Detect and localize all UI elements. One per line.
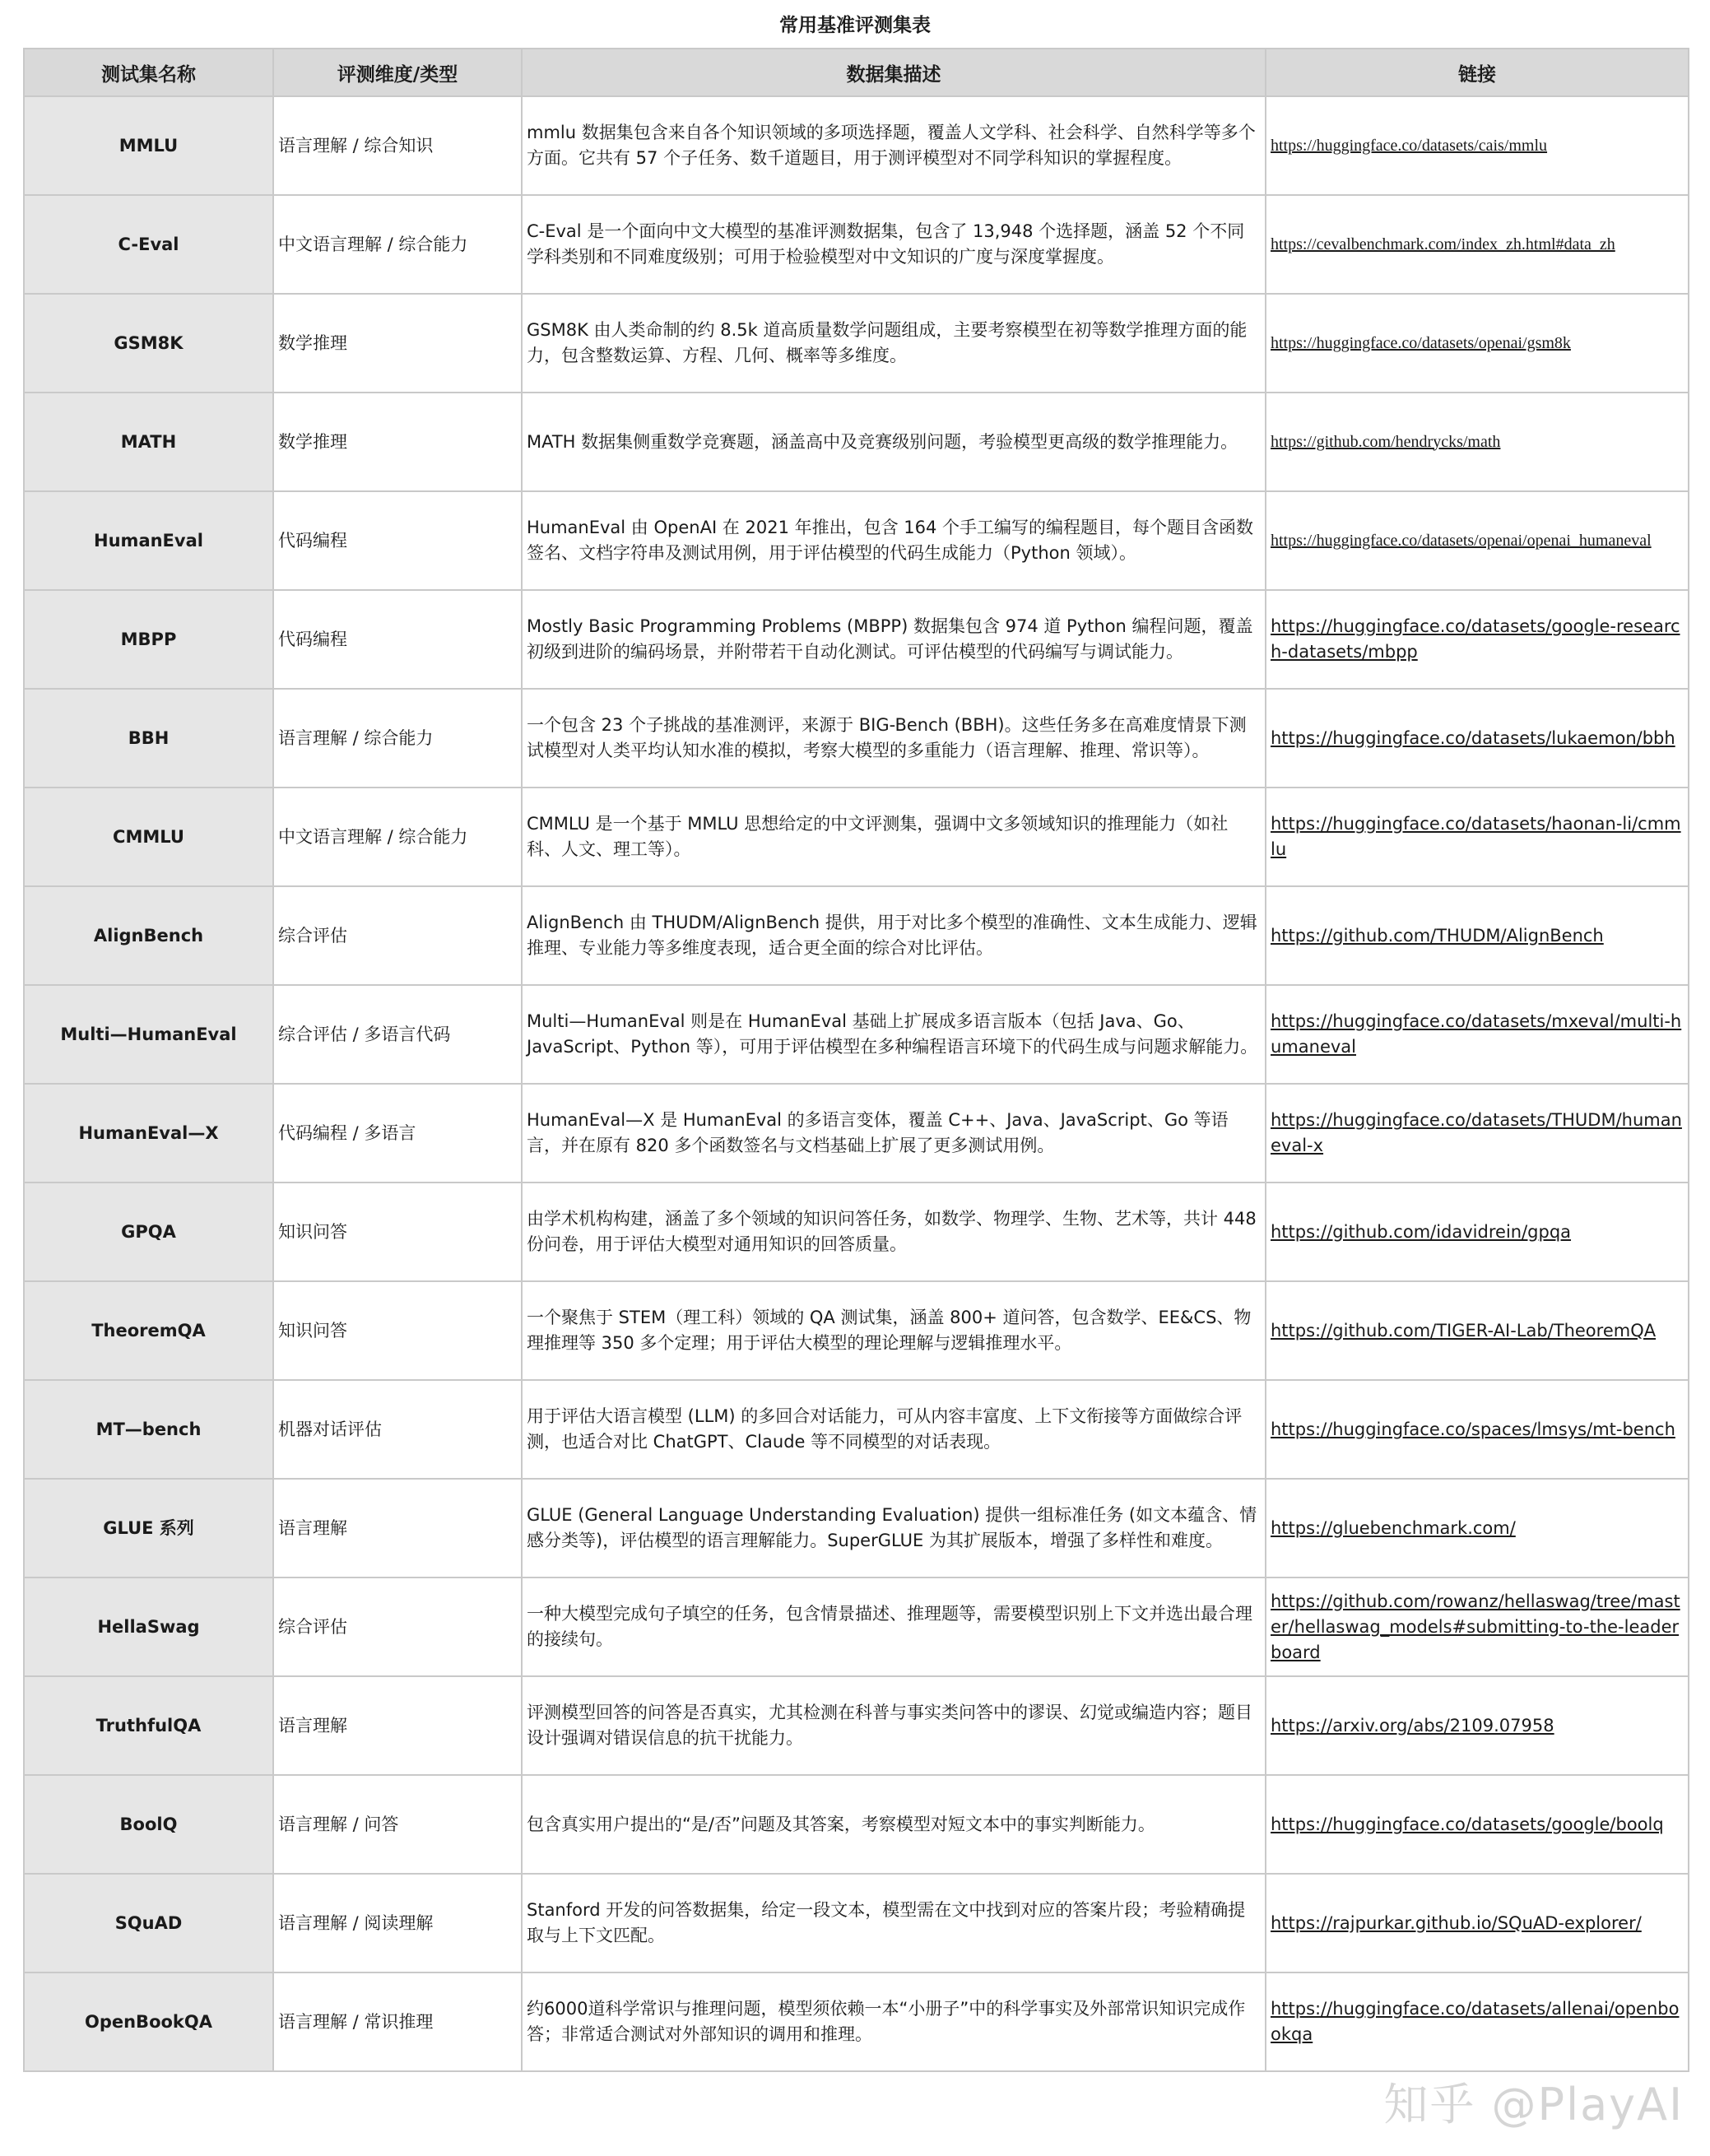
dataset-link[interactable]: https://cevalbenchmark.com/index_zh.html#data_zh [1271, 235, 1615, 253]
link-cell [1266, 1874, 1689, 1972]
table-row [24, 1972, 1689, 2071]
dataset-link[interactable]: https://gluebenchmark.com/ [1271, 1517, 1516, 1538]
link-cell [1266, 1084, 1689, 1183]
dataset-name-cell: TheoremQA [24, 1281, 273, 1380]
table-row [24, 590, 1689, 689]
dimension-cell: 中文语言理解 / 综合能力 [273, 788, 522, 886]
table-row [24, 294, 1689, 393]
link-cell [1266, 491, 1689, 590]
header-name: 测试集名称 [24, 49, 273, 96]
dimension-cell: 代码编程 [273, 491, 522, 590]
dataset-link[interactable]: https://huggingface.co/datasets/lukaemon/bbh [1271, 727, 1675, 748]
dataset-name-cell: MT—bench [24, 1380, 273, 1479]
description-cell: 一个包含 23 个子挑战的基准测评，来源于 BIG-Bench (BBH)。这些任务多在高难度情景下测试模型对人类平均认知水准的模拟，考察大模型的多重能力（语言理解、推理、常识等）。 [522, 689, 1266, 788]
link-cell [1266, 96, 1689, 195]
dataset-name-cell: TruthfulQA [24, 1676, 273, 1775]
dataset-link[interactable]: https://huggingface.co/datasets/mxeval/multi-humaneval [1271, 1011, 1682, 1057]
description-cell: HumanEval—X 是 HumanEval 的多语言变体，覆盖 C++、Java、JavaScript、Go 等语言，并在原有 820 多个函数签名与文档基础上扩展了更多测试用例。 [522, 1084, 1266, 1183]
dimension-cell: 语言理解 [273, 1676, 522, 1775]
description-cell: 由学术机构构建，涵盖了多个领域的知识问答任务，如数学、物理学、生物、艺术等，共计 448 份问卷，用于评估大模型对通用知识的回答质量。 [522, 1183, 1266, 1281]
dimension-cell: 语言理解 / 问答 [273, 1775, 522, 1874]
description-cell: AlignBench 由 THUDM/AlignBench 提供，用于对比多个模型的准确性、文本生成能力、逻辑推理、专业能力等多维度表现，适合更全面的综合对比评估。 [522, 886, 1266, 985]
link-cell [1266, 590, 1689, 689]
table-row [24, 195, 1689, 294]
header-row [24, 49, 1689, 96]
table-row [24, 96, 1689, 195]
table-row [24, 1479, 1689, 1578]
link-cell [1266, 393, 1689, 491]
table-body [24, 96, 1689, 2071]
dataset-name-cell: MBPP [24, 590, 273, 689]
dataset-name-cell: HumanEval—X [24, 1084, 273, 1183]
dataset-link[interactable]: https://rajpurkar.github.io/SQuAD-explorer/ [1271, 1912, 1642, 1933]
dataset-link[interactable]: https://github.com/rowanz/hellaswag/tree/master/hellaswag_models#submitting-to-the-leaderboard [1271, 1591, 1680, 1662]
link-cell [1266, 1479, 1689, 1578]
dimension-cell: 代码编程 [273, 590, 522, 689]
header-description: 数据集描述 [522, 49, 1266, 96]
dataset-name-cell: MATH [24, 393, 273, 491]
dataset-name-cell: HellaSwag [24, 1578, 273, 1676]
table-row [24, 1084, 1689, 1183]
table-row [24, 1281, 1689, 1380]
link-cell [1266, 1775, 1689, 1874]
table-row [24, 1380, 1689, 1479]
watermark: 知乎 @PlayAI [1383, 2079, 1684, 2130]
dimension-cell: 数学推理 [273, 393, 522, 491]
link-cell [1266, 1676, 1689, 1775]
dimension-cell: 综合评估 / 多语言代码 [273, 985, 522, 1084]
dataset-link[interactable]: https://github.com/hendrycks/math [1271, 432, 1501, 451]
dataset-link[interactable]: https://huggingface.co/spaces/lmsys/mt-bench [1271, 1419, 1675, 1439]
dataset-name-cell: BBH [24, 689, 273, 788]
description-cell: 评测模型回答的问答是否真实，尤其检测在科普与事实类问答中的谬误、幻觉或编造内容；题目设计强调对错误信息的抗干扰能力。 [522, 1676, 1266, 1775]
table-row [24, 1183, 1689, 1281]
dataset-link[interactable]: https://huggingface.co/datasets/haonan-li/cmmlu [1271, 814, 1681, 859]
dimension-cell: 语言理解 / 常识推理 [273, 1972, 522, 2071]
table-row [24, 393, 1689, 491]
header-dimension: 评测维度/类型 [273, 49, 522, 96]
dataset-link[interactable]: https://huggingface.co/datasets/openai/openai_humaneval [1271, 531, 1652, 550]
benchmark-table [23, 48, 1689, 2072]
dataset-name-cell: SQuAD [24, 1874, 273, 1972]
link-cell [1266, 689, 1689, 788]
dataset-name-cell: HumanEval [24, 491, 273, 590]
dataset-link[interactable]: https://huggingface.co/datasets/google-research-datasets/mbpp [1271, 616, 1680, 662]
header-link: 链接 [1266, 49, 1689, 96]
dimension-cell: 综合评估 [273, 886, 522, 985]
dimension-cell: 机器对话评估 [273, 1380, 522, 1479]
description-cell: 包含真实用户提出的“是/否”问题及其答案，考察模型对短文本中的事实判断能力。 [522, 1775, 1266, 1874]
dimension-cell: 代码编程 / 多语言 [273, 1084, 522, 1183]
description-cell: Stanford 开发的问答数据集，给定一段文本，模型需在文中找到对应的答案片段；考验精确提取与上下文匹配。 [522, 1874, 1266, 1972]
dataset-link[interactable]: https://huggingface.co/datasets/google/boolq [1271, 1814, 1664, 1834]
description-cell: CMMLU 是一个基于 MMLU 思想给定的中文评测集，强调中文多领域知识的推理能力（如社科、人文、理工等）。 [522, 788, 1266, 886]
link-cell [1266, 1578, 1689, 1676]
dataset-name-cell: GPQA [24, 1183, 273, 1281]
dataset-name-cell: Multi—HumanEval [24, 985, 273, 1084]
description-cell: 一种大模型完成句子填空的任务，包含情景描述、推理题等，需要模型识别上下文并选出最合理的接续句。 [522, 1578, 1266, 1676]
dimension-cell: 语言理解 [273, 1479, 522, 1578]
link-cell [1266, 985, 1689, 1084]
dataset-name-cell: C-Eval [24, 195, 273, 294]
table-row [24, 491, 1689, 590]
dataset-link[interactable]: https://huggingface.co/datasets/openai/gsm8k [1271, 333, 1571, 352]
link-cell [1266, 1972, 1689, 2071]
dataset-link[interactable]: https://arxiv.org/abs/2109.07958 [1271, 1715, 1554, 1735]
description-cell: GLUE (General Language Understanding Evaluation) 提供一组标准任务 (如文本蕴含、情感分类等)，评估模型的语言理解能力。SuperGLUE 为其扩展版本，增强了多样性和难度。 [522, 1479, 1266, 1578]
dataset-name-cell: OpenBookQA [24, 1972, 273, 2071]
table-row [24, 886, 1689, 985]
table-row [24, 1874, 1689, 1972]
dataset-link[interactable]: https://github.com/idavidrein/gpqa [1271, 1221, 1572, 1242]
dataset-name-cell: MMLU [24, 96, 273, 195]
dataset-link[interactable]: https://github.com/TIGER-AI-Lab/TheoremQA [1271, 1320, 1657, 1341]
dataset-link[interactable]: https://huggingface.co/datasets/allenai/openbookqa [1271, 1999, 1680, 2044]
dataset-name-cell: CMMLU [24, 788, 273, 886]
table-row [24, 1578, 1689, 1676]
link-cell [1266, 886, 1689, 985]
description-cell: 约6000道科学常识与推理问题，模型须依赖一本“小册子”中的科学事实及外部常识知识完成作答；非常适合测试对外部知识的调用和推理。 [522, 1972, 1266, 2071]
link-cell [1266, 294, 1689, 393]
dataset-link[interactable]: https://huggingface.co/datasets/cais/mmlu [1271, 136, 1548, 155]
table-row [24, 1676, 1689, 1775]
link-cell [1266, 1281, 1689, 1380]
description-cell: Multi—HumanEval 则是在 HumanEval 基础上扩展成多语言版本（包括 Java、Go、JavaScript、Python 等），可用于评估模型在多种编程语言环境下的代码生成与问题求解能力。 [522, 985, 1266, 1084]
description-cell: MATH 数据集侧重数学竞赛题，涵盖高中及竞赛级别问题，考验模型更高级的数学推理能力。 [522, 393, 1266, 491]
description-cell: 一个聚焦于 STEM（理工科）领域的 QA 测试集，涵盖 800+ 道问答，包含数学、EE&CS、物理推理等 350 多个定理；用于评估大模型的理论理解与逻辑推理水平。 [522, 1281, 1266, 1380]
table-row [24, 788, 1689, 886]
dataset-link[interactable]: https://github.com/THUDM/AlignBench [1271, 925, 1604, 946]
dimension-cell: 知识问答 [273, 1183, 522, 1281]
link-cell [1266, 788, 1689, 886]
link-cell [1266, 1380, 1689, 1479]
dimension-cell: 综合评估 [273, 1578, 522, 1676]
dimension-cell: 中文语言理解 / 综合能力 [273, 195, 522, 294]
page-title: 常用基准评测集表 [779, 15, 931, 36]
dataset-name-cell: GLUE 系列 [24, 1479, 273, 1578]
link-cell [1266, 195, 1689, 294]
description-cell: mmlu 数据集包含来自各个知识领域的多项选择题，覆盖人文学科、社会科学、自然科学等多个方面。它共有 57 个子任务、数千道题目，用于测评模型对不同学科知识的掌握程度。 [522, 96, 1266, 195]
dataset-name-cell: GSM8K [24, 294, 273, 393]
description-cell: 用于评估大语言模型 (LLM) 的多回合对话能力，可从内容丰富度、上下文衔接等方面做综合评测，也适合对比 ChatGPT、Claude 等不同模型的对话表现。 [522, 1380, 1266, 1479]
dataset-link[interactable]: https://huggingface.co/datasets/THUDM/humaneval-x [1271, 1110, 1682, 1155]
dataset-name-cell: AlignBench [24, 886, 273, 985]
dimension-cell: 语言理解 / 综合能力 [273, 689, 522, 788]
description-cell: Mostly Basic Programming Problems (MBPP) 数据集包含 974 道 Python 编程问题，覆盖初级到进阶的编码场景，并附带若干自动化测试。可评估模型的代码编写与调试能力。 [522, 590, 1266, 689]
description-cell: HumanEval 由 OpenAI 在 2021 年推出，包含 164 个手工编写的编程题目，每个题目含函数签名、文档字符串及测试用例，用于评估模型的代码生成能力（Python 领域）。 [522, 491, 1266, 590]
table-row [24, 689, 1689, 788]
dimension-cell: 语言理解 / 阅读理解 [273, 1874, 522, 1972]
dimension-cell: 知识问答 [273, 1281, 522, 1380]
dataset-name-cell: BoolQ [24, 1775, 273, 1874]
description-cell: C-Eval 是一个面向中文大模型的基准评测数据集，包含了 13,948 个选择题，涵盖 52 个不同学科类别和不同难度级别；可用于检验模型对中文知识的广度与深度掌握度。 [522, 195, 1266, 294]
dimension-cell: 数学推理 [273, 294, 522, 393]
description-cell: GSM8K 由人类命制的约 8.5k 道高质量数学问题组成，主要考察模型在初等数学推理方面的能力，包含整数运算、方程、几何、概率等多维度。 [522, 294, 1266, 393]
table-row [24, 1775, 1689, 1874]
dimension-cell: 语言理解 / 综合知识 [273, 96, 522, 195]
table-row [24, 985, 1689, 1084]
link-cell [1266, 1183, 1689, 1281]
